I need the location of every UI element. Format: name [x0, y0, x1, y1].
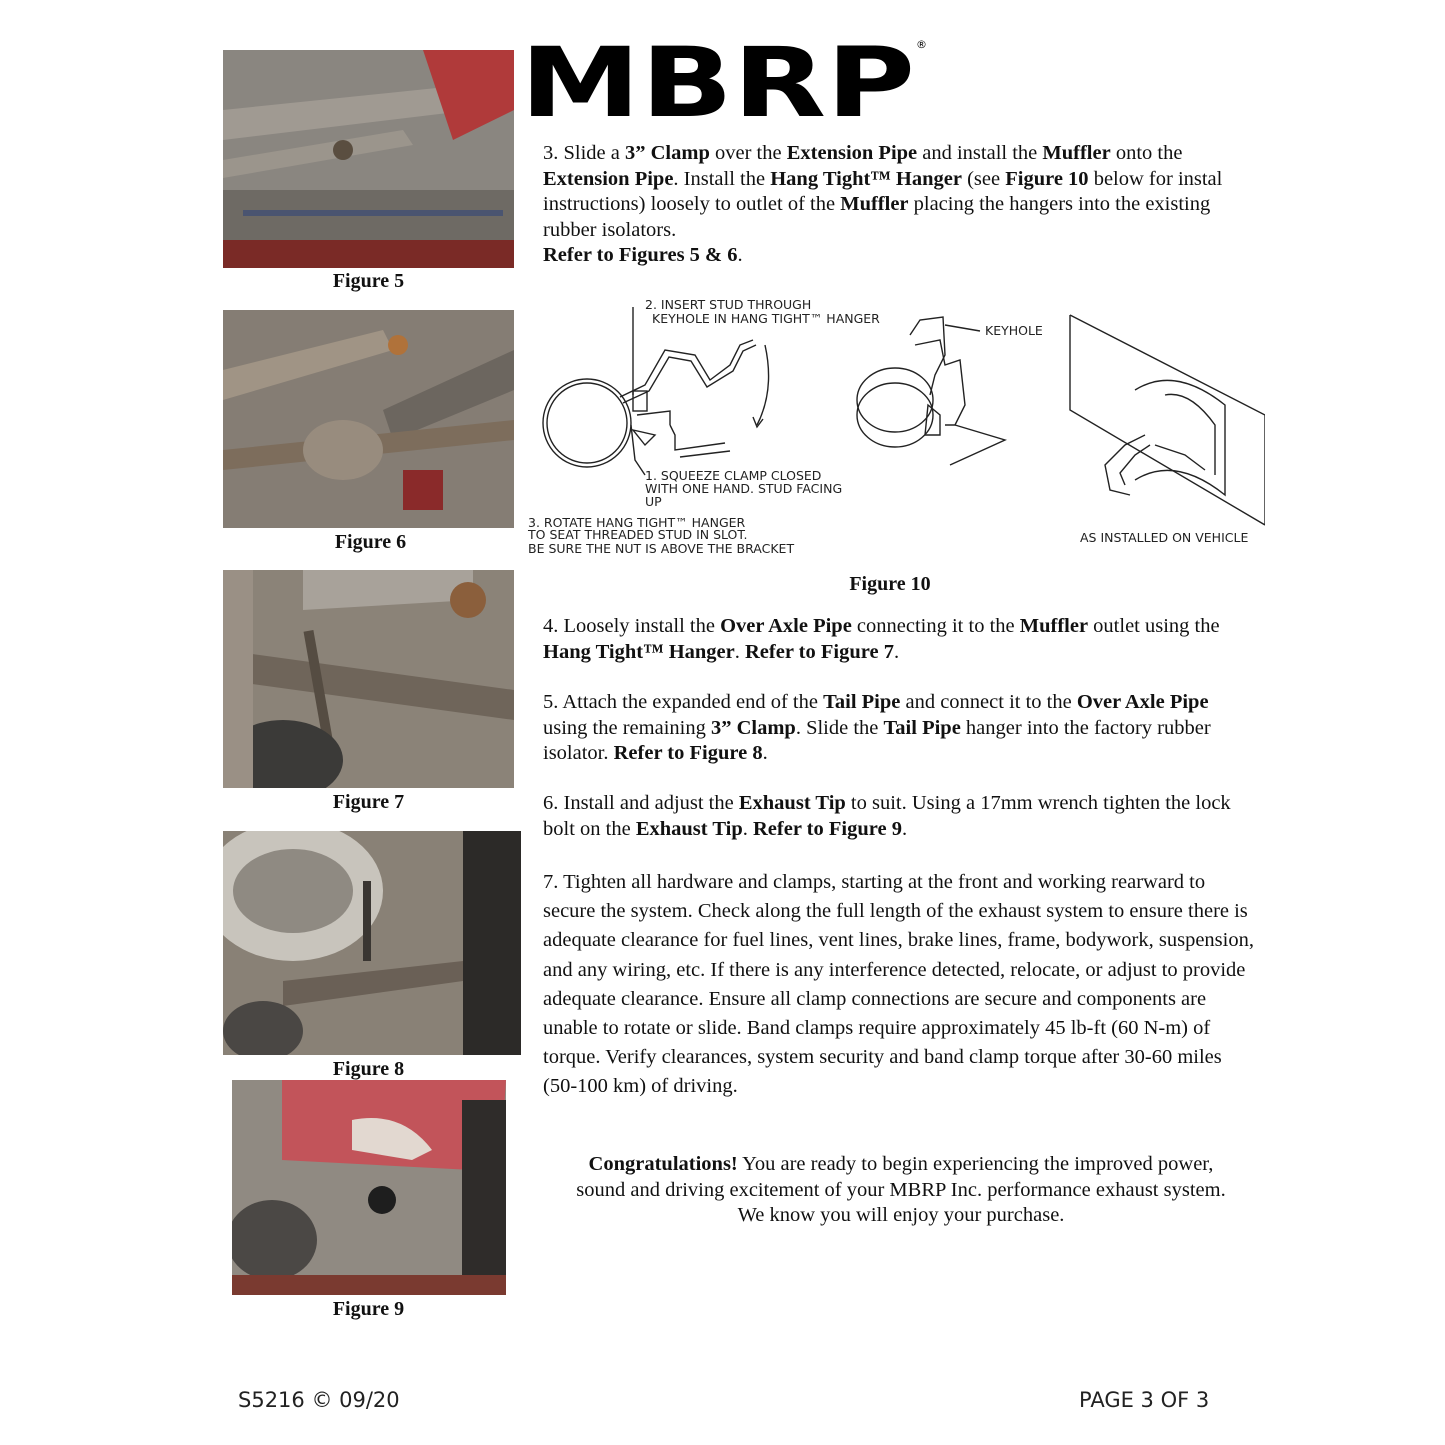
diagram-label-installed: AS INSTALLED ON VEHICLE [1080, 530, 1249, 545]
figure-9-photo [232, 1080, 506, 1295]
figure-5-caption: Figure 5 [332, 270, 405, 292]
diagram-label-squeeze-2: WITH ONE HAND. STUD FACING [645, 481, 843, 496]
hang-tight-hanger-diagram [525, 295, 1265, 560]
registered-mark: ® [916, 38, 927, 51]
step-5-text: 5. Attach the expanded end of the Tail Pipe and connect it to the Over Axle Pipe using the remaining 3” Clamp. Slide the Tail Pipe hanger into the factory rubber isolator. Refer to Figure 8. [543, 691, 1211, 764]
figure-7-photo [223, 570, 514, 788]
diagram-label-squeeze-3: UP [645, 494, 662, 509]
figure-8-caption: Figure 8 [332, 1058, 405, 1080]
diagram-label-rotate: 3. ROTATE HANG TIGHT™ HANGER [528, 515, 746, 530]
document-code: S5216 © 09/20 [238, 1388, 400, 1412]
step-4-text: 4. Loosely install the Over Axle Pipe connecting it to the Muffler outlet using the Hang Tight™ Hanger. Refer to Figure 7. [543, 615, 1220, 663]
diagram-label-insert-stud: 2. INSERT STUD THROUGH [645, 297, 812, 312]
diagram-label-keyhole: KEYHOLE [985, 323, 1043, 338]
figure-9-caption: Figure 9 [332, 1298, 405, 1320]
mbrp-logo [518, 34, 928, 124]
figure-6-caption: Figure 6 [334, 531, 407, 553]
diagram-label-squeeze: 1. SQUEEZE CLAMP CLOSED [645, 468, 822, 483]
figure-6-photo [223, 310, 514, 528]
step-3-text: 3. Slide a 3” Clamp over the Extension Pipe and install the Muffler onto the Extension Pipe. Install the Hang Tight™ Hanger (see Figure 10 below for instal instructions) loosely to outlet of the Muffler placing the hangers into the existing rubber isolators. Refer to Figures 5 & 6. [543, 142, 1223, 266]
diagram-label-rotate-3: BE SURE THE NUT IS ABOVE THE BRACKET [528, 541, 795, 556]
figure-10-caption: Figure 10 [849, 573, 931, 595]
figure-7-caption: Figure 7 [332, 791, 405, 813]
closing-message: Congratulations! You are ready to begin experiencing the improved power, sound and driving excitement of your MBRP Inc. performance exhaust system. We know you will enjoy your purchase. [576, 1153, 1226, 1226]
page-number: PAGE 3 OF 3 [1079, 1388, 1210, 1412]
figure-8-photo [223, 831, 521, 1055]
diagram-label-insert-stud-2: KEYHOLE IN HANG TIGHT™ HANGER [652, 311, 880, 326]
step-7-text: 7. Tighten all hardware and clamps, starting at the front and working rearward to secure the system. Check along the full length of the exhaust system to ensure there is adequate clearance for fuel lines, vent lines, brake lines, frame, bodywork, suspension, and any wiring, etc. If there is any interference detected, relocate, or adjust to provide adequate clearance. Ensure all clamp connections are secure and components are unable to rotate or slide. Band clamps require approximately 45 lb-ft (60 N-m) of torque. Verify clearances, system security and band clamp torque after 30-60 miles (50-100 km) of driving. [543, 871, 1254, 1098]
step-6-text: 6. Install and adjust the Exhaust Tip to suit. Using a 17mm wrench tighten the lock bolt on the Exhaust Tip. Refer to Figure 9. [543, 792, 1231, 840]
figure-5-photo [223, 50, 514, 268]
diagram-label-rotate-2: TO SEAT THREADED STUD IN SLOT. [528, 527, 748, 542]
logo-text: MBRP [520, 34, 915, 124]
step-3-reference: Refer to Figures 5 & 6 [543, 244, 738, 266]
